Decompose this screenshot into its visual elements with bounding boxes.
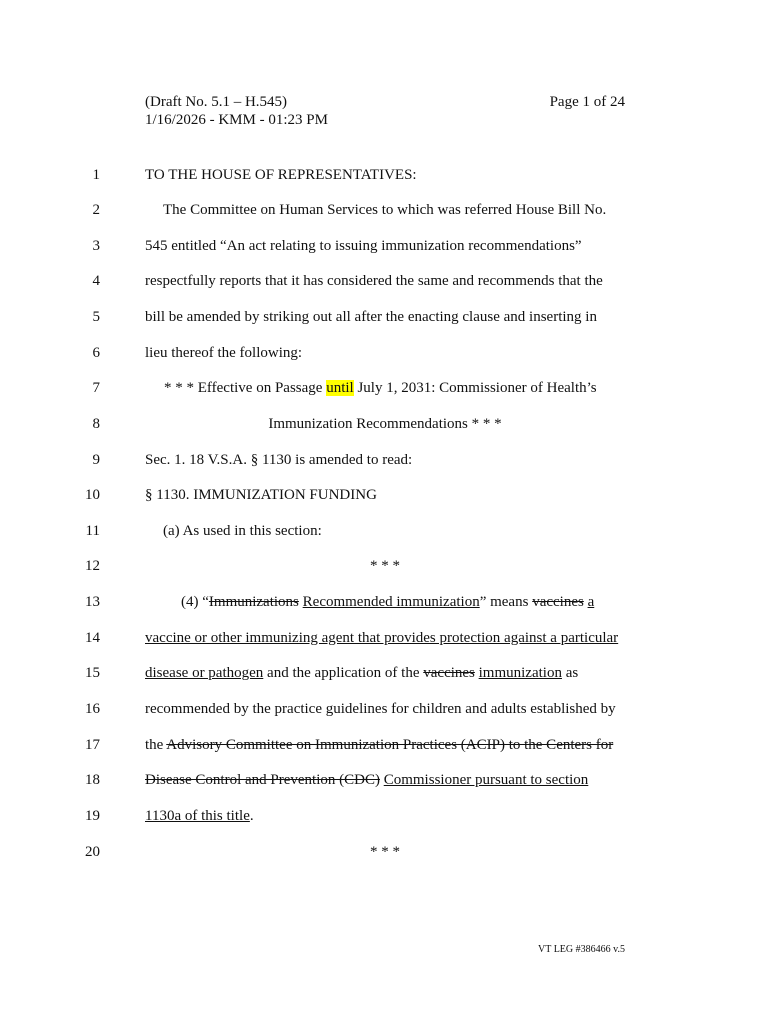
document-id-footer: VT LEG #386466 v.5 [538,944,625,955]
omission-marker: * * * [370,844,400,860]
line-number: 16 [85,701,100,717]
struck-text: Immunizations [208,594,299,610]
inserted-text: disease or pathogen [145,665,264,681]
line-number: 10 [85,487,100,503]
body-line: 545 entitled “An act relating to issuing immunization recommendations” [145,238,582,254]
line-number: 5 [92,309,100,325]
struck-text: Disease Control and Prevention (CDC) [145,772,380,788]
section-heading-line [164,378,597,398]
inserted-text: 1130a of this title [145,808,250,824]
statute-heading: § 1130. IMMUNIZATION FUNDING [145,487,377,503]
body-line: (a) As used in this section: [163,523,322,539]
plain-text: ” means [479,594,533,610]
line-number: 8 [92,416,100,432]
line-number: 13 [85,594,100,610]
heading-text: July 1, 2031: Commissioner of Health’s [353,380,597,396]
plain-text: and the application of the [263,665,424,681]
line-number: 11 [85,523,100,539]
page-indicator: Page 1 of 24 [549,94,625,110]
line-number: 17 [85,737,100,753]
body-line: Sec. 1. 18 V.S.A. § 1130 is amended to read: [145,452,413,468]
line-number: 18 [85,772,100,788]
inserted-text: Recommended immunization [302,594,480,610]
draft-number: (Draft No. 5.1 – H.545) [145,94,288,110]
line-number: 7 [92,380,100,396]
body-line [145,735,613,755]
body-line [145,663,578,683]
line-number: 9 [92,452,100,468]
body-line: bill be amended by striking out all after the enacting clause and inserting in [145,309,597,325]
line-number: 4 [92,273,100,289]
addressee-line: TO THE HOUSE OF REPRESENTATIVES: [145,167,417,183]
body-line: The Committee on Human Services to which was referred House Bill No. [163,202,607,218]
line-number: 3 [92,238,100,254]
inserted-text: Commissioner pursuant to section [383,772,589,788]
struck-text: vaccines [532,594,584,610]
body-line [145,806,254,826]
plain-text: the [145,737,167,753]
line-number: 15 [85,665,100,681]
heading-text: * * * Effective on Passage [164,380,327,396]
inserted-text: immunization [478,665,562,681]
struck-text: Advisory Committee on Immunization Practices (ACIP) to the Centers for [166,737,614,753]
plain-text: . [249,808,254,824]
omission-marker: * * * [370,558,400,574]
line-number: 6 [92,345,100,361]
body-line: respectfully reports that it has considered the same and recommends that the [145,273,603,289]
line-number: 14 [85,630,100,646]
inserted-line: vaccine or other immunizing agent that provides protection against a particular [145,630,619,646]
body-line: recommended by the practice guidelines for children and adults established by [145,701,616,717]
line-number: 20 [85,844,100,860]
section-heading-line: Immunization Recommendations * * * [268,416,502,432]
line-number: 2 [92,202,100,218]
body-line [181,592,594,612]
line-number: 19 [85,808,100,824]
inserted-text: a [587,594,595,610]
plain-text: as [561,665,579,681]
line-number: 12 [85,558,100,574]
highlighted-word: until [326,380,354,396]
draft-date-line: 1/16/2026 - KMM - 01:23 PM [145,112,328,128]
plain-text: (4) “ [181,594,209,610]
line-number: 1 [92,167,100,183]
body-line [145,770,588,790]
body-line: lieu thereof the following: [145,345,303,361]
struck-text: vaccines [423,665,475,681]
